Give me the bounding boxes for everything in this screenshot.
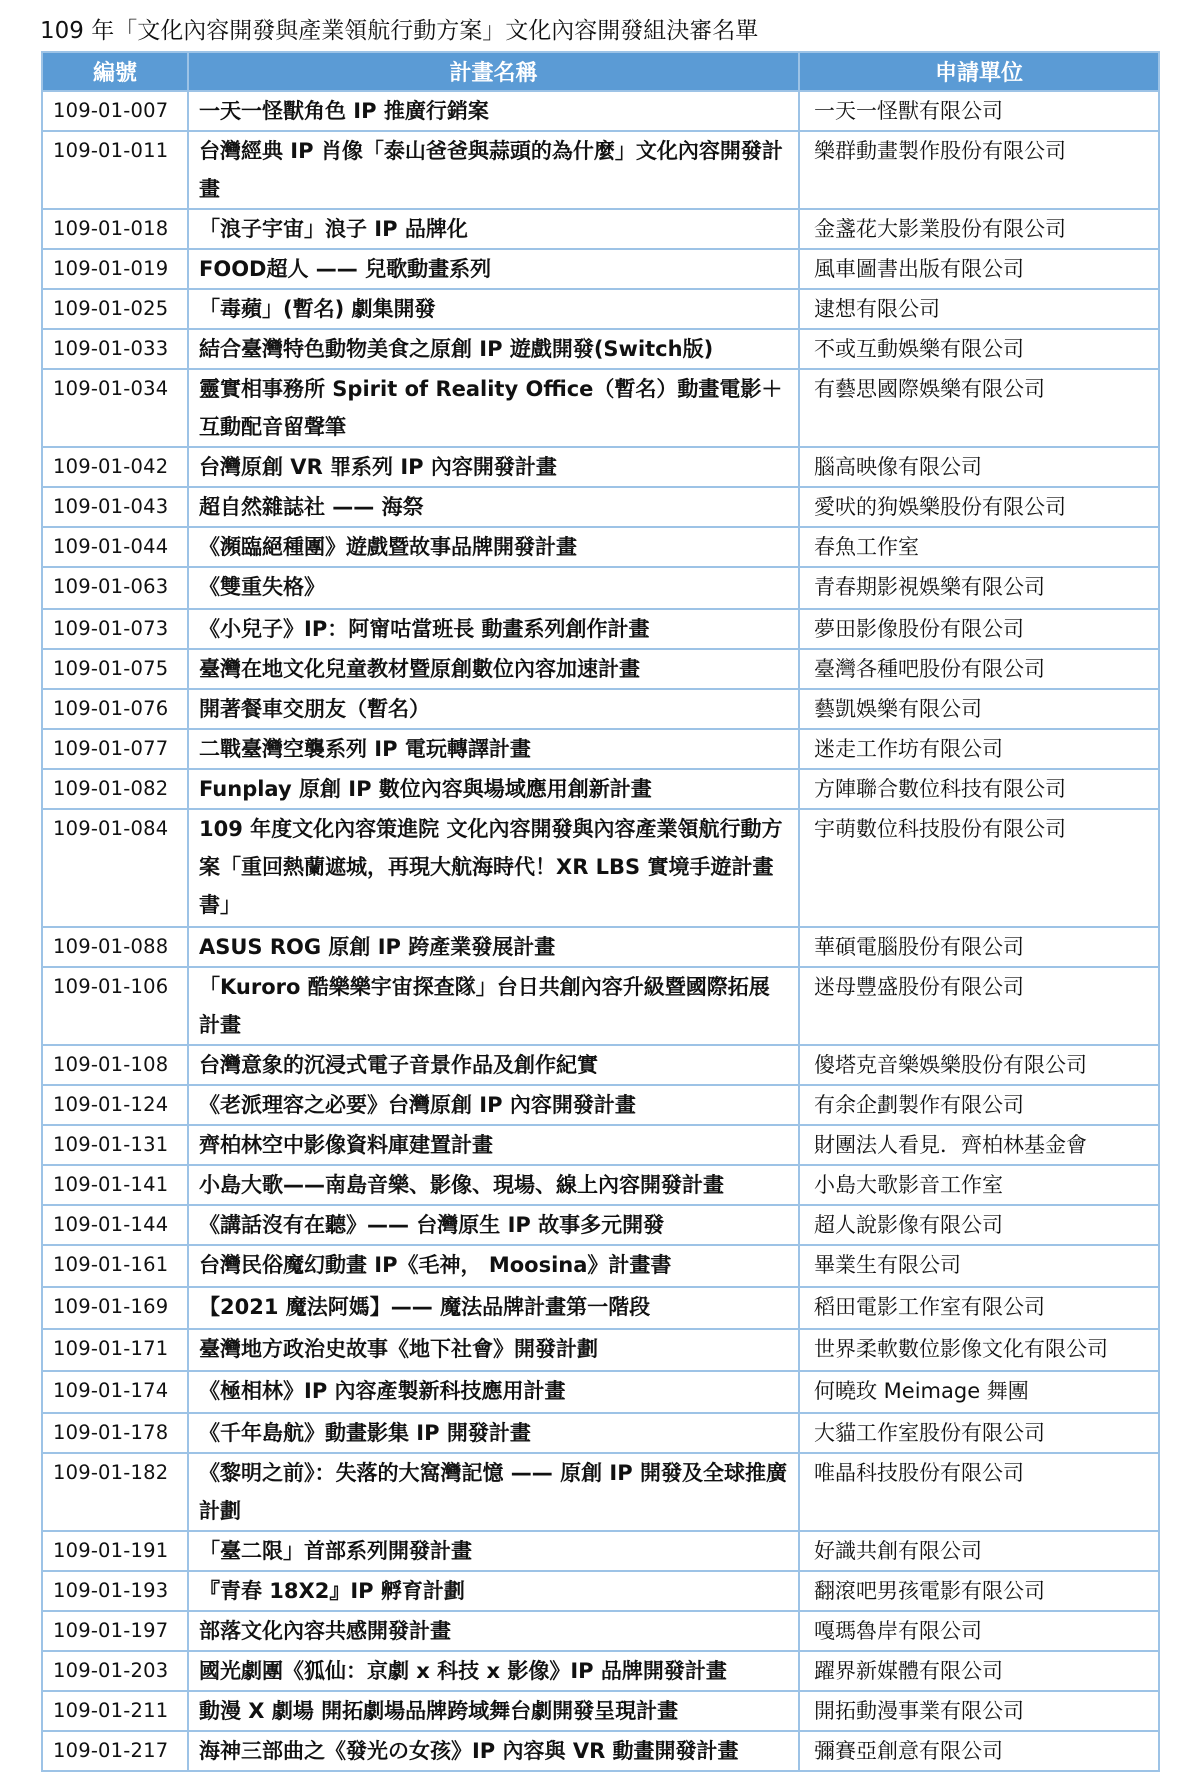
row-project-name: 「毒蘋」(暫名) 劇集開發 [188, 289, 799, 329]
row-project-name: 《千年島航》動畫影集 IP 開發計畫 [188, 1413, 799, 1453]
row-id: 109-01-043 [42, 487, 188, 527]
row-id: 109-01-075 [42, 649, 188, 689]
row-project-name: FOOD超人 —— 兒歌動畫系列 [188, 249, 799, 289]
row-id: 109-01-034 [42, 369, 188, 447]
row-id: 109-01-044 [42, 527, 188, 567]
row-id: 109-01-193 [42, 1571, 188, 1611]
table-row [42, 1531, 1159, 1571]
finalist-table [41, 51, 1160, 1772]
row-applicant: 大貓工作室股份有限公司 [799, 1413, 1159, 1453]
row-project-name: 國光劇團《狐仙：京劇 x 科技 x 影像》IP 品牌開發計畫 [188, 1651, 799, 1691]
table-row [42, 369, 1159, 447]
row-project-name: 《極相林》IP 內容產製新科技應用計畫 [188, 1371, 799, 1413]
table-row [42, 1287, 1159, 1329]
row-id: 109-01-182 [42, 1453, 188, 1531]
row-id: 109-01-076 [42, 689, 188, 729]
table-row [42, 1371, 1159, 1413]
table-row [42, 1329, 1159, 1371]
table-row [42, 689, 1159, 729]
row-applicant: 樂群動畫製作股份有限公司 [799, 131, 1159, 209]
row-id: 109-01-033 [42, 329, 188, 369]
row-project-name: 臺灣在地文化兒童教材暨原創數位內容加速計畫 [188, 649, 799, 689]
table-row [42, 1205, 1159, 1245]
table-row [42, 1691, 1159, 1731]
table-row [42, 1571, 1159, 1611]
row-project-name: 齊柏林空中影像資料庫建置計畫 [188, 1125, 799, 1165]
row-project-name: 開著餐車交朋友（暫名） [188, 689, 799, 729]
row-applicant: 臺灣各種吧股份有限公司 [799, 649, 1159, 689]
row-applicant: 傻塔克音樂娛樂股份有限公司 [799, 1045, 1159, 1085]
row-project-name: 台灣原創 VR 罪系列 IP 內容開發計畫 [188, 447, 799, 487]
row-applicant: 稻田電影工作室有限公司 [799, 1287, 1159, 1329]
row-id: 109-01-178 [42, 1413, 188, 1453]
row-applicant: 宇萌數位科技股份有限公司 [799, 809, 1159, 927]
row-applicant: 愛吠的狗娛樂股份有限公司 [799, 487, 1159, 527]
row-project-name: 台灣經典 IP 肖像「泰山爸爸與蒜頭的為什麼」文化內容開發計畫 [188, 131, 799, 209]
table-row [42, 1085, 1159, 1125]
table-row [42, 249, 1159, 289]
table-row [42, 769, 1159, 809]
row-project-name: 二戰臺灣空襲系列 IP 電玩轉譯計畫 [188, 729, 799, 769]
table-row [42, 131, 1159, 209]
row-project-name: 《講話沒有在聽》—— 台灣原生 IP 故事多元開發 [188, 1205, 799, 1245]
row-applicant: 超人說影像有限公司 [799, 1205, 1159, 1245]
table-row [42, 567, 1159, 609]
row-id: 109-01-063 [42, 567, 188, 609]
row-id: 109-01-011 [42, 131, 188, 209]
row-project-name: 超自然雜誌社 —— 海祭 [188, 487, 799, 527]
table-row [42, 927, 1159, 967]
header-id: 編號 [42, 52, 188, 91]
row-applicant: 小島大歌影音工作室 [799, 1165, 1159, 1205]
row-applicant: 迷走工作坊有限公司 [799, 729, 1159, 769]
table-row [42, 809, 1159, 927]
table-header-row [42, 52, 1159, 91]
row-applicant: 好識共創有限公司 [799, 1531, 1159, 1571]
row-id: 109-01-191 [42, 1531, 188, 1571]
table-row [42, 1611, 1159, 1651]
table-row [42, 209, 1159, 249]
row-applicant: 躍界新媒體有限公司 [799, 1651, 1159, 1691]
row-project-name: 《雙重失格》 [188, 567, 799, 609]
row-project-name: 『青春 18X2』IP 孵育計劃 [188, 1571, 799, 1611]
row-id: 109-01-144 [42, 1205, 188, 1245]
row-applicant: 彌賽亞創意有限公司 [799, 1731, 1159, 1771]
row-applicant: 華碩電腦股份有限公司 [799, 927, 1159, 967]
table-row [42, 1413, 1159, 1453]
row-applicant: 逮想有限公司 [799, 289, 1159, 329]
row-applicant: 嘎瑪魯岸有限公司 [799, 1611, 1159, 1651]
table-row [42, 447, 1159, 487]
row-applicant: 方陣聯合數位科技有限公司 [799, 769, 1159, 809]
table-row [42, 1453, 1159, 1531]
row-id: 109-01-141 [42, 1165, 188, 1205]
table-row [42, 329, 1159, 369]
row-project-name: 《黎明之前》：失落的大窩灣記憶 —— 原創 IP 開發及全球推廣計劃 [188, 1453, 799, 1531]
row-id: 109-01-108 [42, 1045, 188, 1085]
row-applicant: 有余企劃製作有限公司 [799, 1085, 1159, 1125]
row-project-name: 台灣民俗魔幻動畫 IP《毛神， Moosina》計畫書 [188, 1245, 799, 1287]
row-project-name: Funplay 原創 IP 數位內容與場域應用創新計畫 [188, 769, 799, 809]
table-row [42, 1651, 1159, 1691]
table-row [42, 487, 1159, 527]
page-title: 109 年「文化內容開發與產業領航行動方案」文化內容開發組決審名單 [40, 18, 759, 44]
row-applicant: 腦高映像有限公司 [799, 447, 1159, 487]
row-project-name: 「浪子宇宙」浪子 IP 品牌化 [188, 209, 799, 249]
table-row [42, 1165, 1159, 1205]
row-project-name: 《老派理容之必要》台灣原創 IP 內容開發計畫 [188, 1085, 799, 1125]
row-id: 109-01-018 [42, 209, 188, 249]
row-applicant: 一天一怪獸有限公司 [799, 91, 1159, 131]
row-id: 109-01-082 [42, 769, 188, 809]
table-row [42, 967, 1159, 1045]
row-id: 109-01-124 [42, 1085, 188, 1125]
row-project-name: ASUS ROG 原創 IP 跨產業發展計畫 [188, 927, 799, 967]
row-id: 109-01-073 [42, 609, 188, 649]
row-id: 109-01-197 [42, 1611, 188, 1651]
row-applicant: 不或互動娛樂有限公司 [799, 329, 1159, 369]
row-project-name: 《瀕臨絕種團》遊戲暨故事品牌開發計畫 [188, 527, 799, 567]
row-project-name: 動漫 X 劇場 開拓劇場品牌跨域舞台劇開發呈現計畫 [188, 1691, 799, 1731]
row-id: 109-01-171 [42, 1329, 188, 1371]
row-applicant: 金盞花大影業股份有限公司 [799, 209, 1159, 249]
row-id: 109-01-106 [42, 967, 188, 1045]
table-row [42, 649, 1159, 689]
row-project-name: 靈實相事務所 Spirit of Reality Office（暫名）動畫電影＋互動配音留聲筆 [188, 369, 799, 447]
header-applicant: 申請單位 [799, 52, 1159, 91]
row-applicant: 畢業生有限公司 [799, 1245, 1159, 1287]
row-id: 109-01-161 [42, 1245, 188, 1287]
row-project-name: 【2021 魔法阿媽】—— 魔法品牌計畫第一階段 [188, 1287, 799, 1329]
row-project-name: 109 年度文化內容策進院 文化內容開發與內容產業領航行動方案「重回熱蘭遮城，再現大航海時代！XR LBS 實境手遊計畫書」 [188, 809, 799, 927]
row-id: 109-01-007 [42, 91, 188, 131]
row-id: 109-01-169 [42, 1287, 188, 1329]
row-applicant: 青春期影視娛樂有限公司 [799, 567, 1159, 609]
row-id: 109-01-042 [42, 447, 188, 487]
row-project-name: 「臺二限」首部系列開發計畫 [188, 1531, 799, 1571]
row-project-name: 臺灣地方政治史故事《地下社會》開發計劃 [188, 1329, 799, 1371]
row-project-name: 一天一怪獸角色 IP 推廣行銷案 [188, 91, 799, 131]
row-applicant: 何曉玫 Meimage 舞團 [799, 1371, 1159, 1413]
row-id: 109-01-217 [42, 1731, 188, 1771]
table-row [42, 729, 1159, 769]
row-id: 109-01-019 [42, 249, 188, 289]
row-project-name: 「Kuroro 酷樂樂宇宙探查隊」台日共創內容升級暨國際拓展計畫 [188, 967, 799, 1045]
row-project-name: 小島大歌——南島音樂、影像、現場、線上內容開發計畫 [188, 1165, 799, 1205]
table-row [42, 1125, 1159, 1165]
row-applicant: 藝凱娛樂有限公司 [799, 689, 1159, 729]
row-id: 109-01-084 [42, 809, 188, 927]
row-project-name: 部落文化內容共感開發計畫 [188, 1611, 799, 1651]
table-row [42, 609, 1159, 649]
header-project-name: 計畫名稱 [188, 52, 799, 91]
table-row [42, 289, 1159, 329]
row-applicant: 開拓動漫事業有限公司 [799, 1691, 1159, 1731]
row-applicant: 迷母豐盛股份有限公司 [799, 967, 1159, 1045]
row-applicant: 世界柔軟數位影像文化有限公司 [799, 1329, 1159, 1371]
row-id: 109-01-203 [42, 1651, 188, 1691]
row-applicant: 財團法人看見．齊柏林基金會 [799, 1125, 1159, 1165]
row-id: 109-01-088 [42, 927, 188, 967]
row-project-name: 《小兒子》IP：阿甯咕當班長 動畫系列創作計畫 [188, 609, 799, 649]
table-row [42, 1731, 1159, 1771]
table-row [42, 91, 1159, 131]
row-project-name: 台灣意象的沉浸式電子音景作品及創作紀實 [188, 1045, 799, 1085]
row-applicant: 有藝思國際娛樂有限公司 [799, 369, 1159, 447]
table-row [42, 1245, 1159, 1287]
row-applicant: 夢田影像股份有限公司 [799, 609, 1159, 649]
row-applicant: 翻滾吧男孩電影有限公司 [799, 1571, 1159, 1611]
row-project-name: 海神三部曲之《發光の女孩》IP 內容與 VR 動畫開發計畫 [188, 1731, 799, 1771]
row-project-name: 結合臺灣特色動物美食之原創 IP 遊戲開發(Switch版) [188, 329, 799, 369]
row-applicant: 唯晶科技股份有限公司 [799, 1453, 1159, 1531]
row-id: 109-01-174 [42, 1371, 188, 1413]
row-id: 109-01-211 [42, 1691, 188, 1731]
row-id: 109-01-025 [42, 289, 188, 329]
row-id: 109-01-131 [42, 1125, 188, 1165]
row-id: 109-01-077 [42, 729, 188, 769]
table-row [42, 527, 1159, 567]
table-row [42, 1045, 1159, 1085]
row-applicant: 風車圖書出版有限公司 [799, 249, 1159, 289]
row-applicant: 春魚工作室 [799, 527, 1159, 567]
